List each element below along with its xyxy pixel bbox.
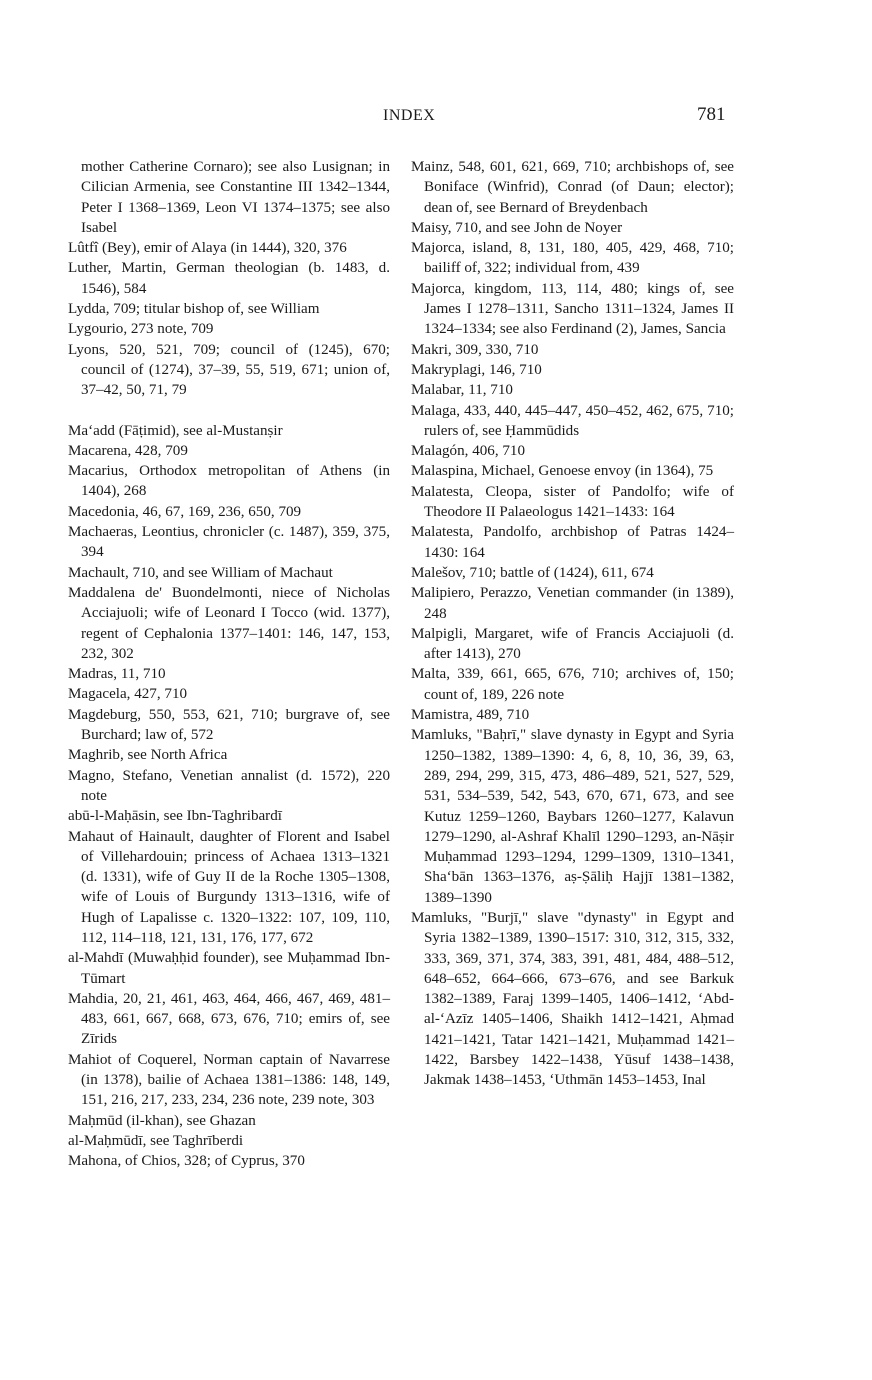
index-entry: Magacela, 427, 710: [68, 686, 188, 703]
index-entry: Mahiot of Coquerel, Norman captain of Navarrese (in 1378), bailie of Achaea 1381–1386: 148, 149, 151, 216, 217, 233, 234, 236 note, 239 note, 303: [68, 1051, 390, 1109]
index-entry: Mahona, of Chios, 328; of Cyprus, 370: [68, 1153, 305, 1170]
index-entry: Maḥmūd (il-khan), see Ghazan: [68, 1112, 256, 1129]
index-entry: Malabar, 11, 710: [411, 382, 513, 399]
index-entry: Macarena, 428, 709: [68, 442, 188, 459]
index-entry: Mahaut of Hainault, daughter of Florent and Isabel of Villehardouin; princess of Achaea 1313–1321 (d. 1331), wife of Guy II de la Roche 1305–1308, wife of Louis of Burgundy 1313–1316, wife of Hugh of Lapalisse c. 1320–1322: 107, 109, 110, 112, 114–118, 121, 131, 176, 177, 672: [68, 828, 390, 946]
index-entry: Machault, 710, and see William of Machaut: [68, 564, 333, 581]
index-entry: Mamluks, "Burjī," slave "dynasty" in Egypt and Syria 1382–1389, 1390–1517: 310, 312, 315, 332, 333, 369, 371, 374, 383, 391, 481, 484, 488–512, 648–652, 664–666, 673–676, and see Barkuk 1382–1389, Faraj 1399–1405, 1406–1412, ‘Abd-al-‘Azīz 1405–1406, Shaikh 1412–1421, Aḥmad 1421–1421, Tatar 1421–1421, Muḥammad 1421–1422, Barsbey 1422–1438, Yūsuf 1438–1438, Jakmak 1438–1453, ‘Uthmān 1453–1453, Inal: [411, 909, 734, 1089]
index-entry: al-Mahdī (Muwaḥḥid founder), see Muḥammad Ibn-Tūmart: [68, 950, 390, 987]
index-entry: Majorca, island, 8, 131, 180, 405, 429, 468, 710; bailiff of, 322; individual from, 439: [411, 240, 734, 277]
index-entry: Mahdia, 20, 21, 461, 463, 464, 466, 467, 469, 481–483, 661, 667, 668, 673, 676, 710; emirs of, see Zīrids: [68, 990, 390, 1048]
index-entry: Malta, 339, 661, 665, 676, 710; archives of, 150; count of, 189, 226 note: [411, 666, 734, 703]
index-entry: Magno, Stefano, Venetian annalist (d. 1572), 220 note: [68, 767, 390, 804]
running-head-title: INDEX: [383, 107, 436, 124]
index-entry: Magdeburg, 550, 553, 621, 710; burgrave of, see Burchard; law of, 572: [68, 706, 390, 744]
index-entry: Madras, 11, 710: [68, 666, 166, 683]
index-entry: Malpigli, Margaret, wife of Francis Acciajuoli (d. after 1413), 270: [411, 625, 734, 663]
index-entry: Lygourio, 273 note, 709: [68, 321, 214, 338]
index-entry: Lûtfî (Bey), emir of Alaya (in 1444), 320, 376: [68, 240, 347, 257]
letter-section-gap: [68, 401, 390, 421]
index-entry: Malešov, 710; battle of (1424), 611, 674: [411, 564, 654, 581]
index-entry: Maddalena de' Buondelmonti, niece of Nicholas Acciajuoli; wife of Leonard I Tocco (wid. 1377), regent of Cephalonia 1377–1401: 146, 147, 153, 232, 302: [68, 584, 390, 662]
index-entry: Macarius, Orthodox metropolitan of Athens (in 1404), 268: [68, 463, 390, 500]
index-entry: Machaeras, Leontius, chronicler (c. 1487), 359, 375, 394: [68, 524, 390, 561]
index-entry: Makri, 309, 330, 710: [411, 341, 539, 358]
index-entry: Maghrib, see North Africa: [68, 747, 228, 764]
index-entry: Makryplagi, 146, 710: [411, 361, 542, 378]
index-entry: Ma‘add (Fāṭimid), see al-Mustanṣir: [68, 422, 283, 439]
index-entry: Malaspina, Michael, Genoese envoy (in 1364), 75: [411, 463, 714, 480]
index-entry: Malatesta, Cleopa, sister of Pandolfo; wife of Theodore II Palaeologus 1421–1433: 164: [411, 483, 734, 521]
index-column-right: [411, 157, 734, 1091]
index-entry: Malagón, 406, 710: [411, 443, 526, 460]
index-entry: Lydda, 709; titular bishop of, see William: [68, 301, 320, 318]
index-entry: Mamluks, "Baḥrī," slave dynasty in Egypt and Syria 1250–1382, 1389–1390: 4, 6, 8, 10, 36, 39, 63, 289, 294, 299, 315, 473, 486–489, 521, 527, 529, 531, 534–539, 542, 543, 670, 671, 673, and see Kutuz 1259–1260, Baybars 1260–1277, Kalavun 1279–1290, al-Ashraf Khalīl 1290–1293, an-Nāṣir Muḥammad 1293–1294, 1299–1309, 1310–1341, Sha‘bān 1363–1376, aṣ-Ṣāliḥ Hajjī 1381–1382, 1389–1390: [411, 727, 734, 906]
index-entry: abū-l-Maḥāsin, see Ibn-Taghribardī: [68, 808, 282, 825]
index-entry: Luther, Martin, German theologian (b. 1483, d. 1546), 584: [68, 260, 390, 297]
index-entry: Maisy, 710, and see John de Noyer: [411, 219, 623, 236]
page-number: 781: [697, 104, 726, 125]
index-entry: Malatesta, Pandolfo, archbishop of Patras 1424–1430: 164: [411, 524, 734, 561]
index-entry: al-Maḥmūdī, see Taghrīberdi: [68, 1132, 244, 1149]
index-entry: Mamistra, 489, 710: [411, 707, 530, 724]
index-entry: mother Catherine Cornaro); see also Lusignan; in Cilician Armenia, see Constantine III 1342–1344, Peter I 1368–1369, Leon VI 1374–1375; see also Isabel: [81, 159, 390, 236]
index-entry: Lyons, 520, 521, 709; council of (1245), 670; council of (1274), 37–39, 55, 519, 671; union of, 37–42, 50, 71, 79: [68, 341, 390, 399]
index-entry: Malaga, 433, 440, 445–447, 450–452, 462, 675, 710; rulers of, see Ḥammūdids: [411, 402, 734, 439]
index-entry: Macedonia, 46, 67, 169, 236, 650, 709: [68, 503, 302, 520]
index-entry: Malipiero, Perazzo, Venetian commander (in 1389), 248: [411, 585, 734, 622]
index-entry: Mainz, 548, 601, 621, 669, 710; archbishops of, see Boniface (Winfrid), Conrad (of Daun; elector); dean of, see Bernard of Breydenbach: [411, 159, 734, 216]
index-column-left: [68, 157, 390, 1172]
index-entry: Majorca, kingdom, 113, 114, 480; kings of, see James I 1278–1311, Sancho 1311–1324, James II 1324–1334; see also Ferdinand (2), James, Sancia: [411, 280, 734, 338]
